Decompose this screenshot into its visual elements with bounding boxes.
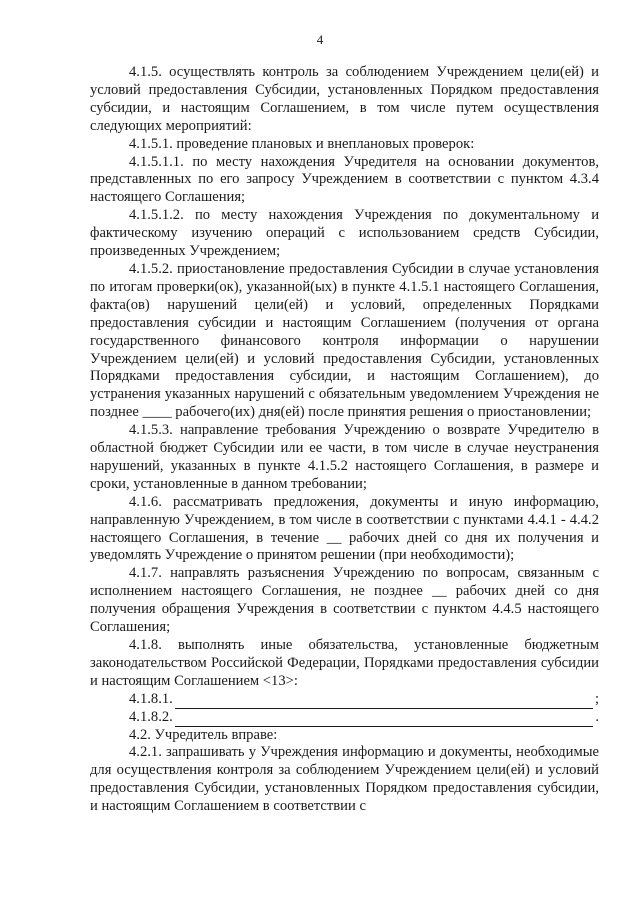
paragraph-4-1-7: 4.1.7. направлять разъяснения Учреждению по вопросам, связанным с исполнением настоящего Соглашения, не позднее __ рабочих дней со дня получения обращения Учреждения в соответствии с пунктом 4.4.5 настоящего Соглашения; — [90, 565, 599, 636]
fill-line-4-1-8-2 — [90, 709, 599, 727]
page-number: 4 — [316, 32, 324, 47]
paragraph-4-1-5-1-2: 4.1.5.1.2. по месту нахождения Учреждения по документальному и фактическому изучению операций с использованием средств Субсидии, произведенных Учреждением; — [90, 207, 599, 260]
fill-line-end: . — [595, 708, 599, 725]
paragraph-4-1-5-1-1: 4.1.5.1.1. по месту нахождения Учредителя на основании документов, представленных по его запросу Учреждением в соответствии с пунктом 4.3.4 настоящего Соглашения; — [90, 153, 599, 206]
paragraph-4-2-1: 4.2.1. запрашивать у Учреждения информацию и документы, необходимые для осуществления контроля за соблюдением Учреждением цели(ей) и условий предоставления Субсидии, установленных Порядком предоставления субсидии, и настоящим Соглашением в соответствии с — [90, 744, 599, 815]
paragraph-4-1-5-1: 4.1.5.1. проведение плановых и внеплановых проверок: — [129, 135, 475, 152]
paragraph-4-1-5-3: 4.1.5.3. направление требования Учреждению о возврате Учредителю в областной бюджет Субсидии или ее части, в том числе в случае неустранения нарушений, указанных в пункте 4.1.5.2 настоящего Соглашения, в размере и сроки, установленные в данном требовании; — [90, 422, 599, 492]
fill-in-blank — [175, 713, 594, 727]
paragraph-4-1-6: 4.1.6. рассматривать предложения, документы и иную информацию, направленную Учреждением, в том числе в соответствии с пунктами 4.4.1 - 4.4.2 настоящего Соглашения, в течение __ рабочих дней со дня их получения и уведомлять Учреждение о принятом решении (при необходимости); — [90, 493, 599, 564]
document-body — [90, 64, 599, 816]
paragraph-4-1-8: 4.1.8. выполнять иные обязательства, установленные бюджетным законодательством Российской Федерации, Порядками предоставления субсидии и настоящим Соглашением <13>: — [90, 637, 599, 689]
fill-line-number: 4.1.8.2. — [129, 708, 173, 725]
section-heading-4-2: 4.2. Учредитель вправе: — [129, 726, 278, 743]
fill-line-number: 4.1.8.1. — [129, 690, 173, 707]
paragraph-4-1-5-2: 4.1.5.2. приостановление предоставления Субсидии в случае установления по итогам проверки(ок), указанной(ых) в пункте 4.1.5.1 настоящего Соглашения, факта(ов) нарушений цели(ей) и условий, определенных Порядками предоставления субсидии и настоящим Соглашением (получения от органа государственного финансового контроля информации о нарушении Учреждением цели(ей) и условий предоставления Субсидии, установленных Порядками предоставления субсидии, и настоящим Соглашением), до устранения указанных нарушений с обязательным уведомлением Учреждения не позднее ____ рабочего(их) дня(ей) после принятия решения о приостановлении; — [90, 260, 599, 421]
fill-line-4-1-8-1 — [90, 691, 599, 709]
fill-line-end: ; — [594, 690, 599, 707]
paragraph-4-1-5: 4.1.5. осуществлять контроль за соблюдением Учреждением цели(ей) и условий предоставления Субсидии, установленных Порядком предоставления субсидии, и настоящим Соглашением, в том числе путем осуществления следующих мероприятий: — [90, 64, 599, 134]
fill-in-blank — [175, 695, 593, 709]
